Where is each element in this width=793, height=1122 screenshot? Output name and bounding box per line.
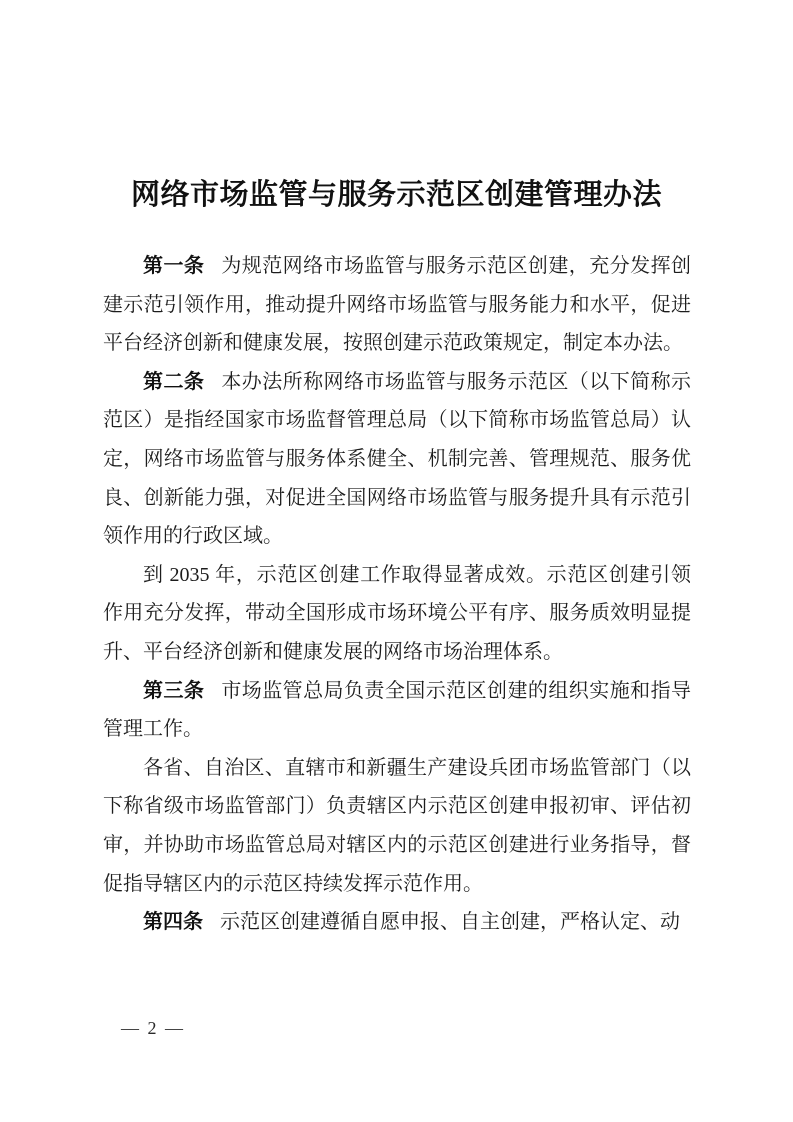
paragraph-text: 示范区创建遵循自愿申报、自主创建，严格认定、动	[220, 911, 680, 934]
paragraph-text: 各省、自治区、直辖市和新疆生产建设兵团市场监管部门（以下称省级市场监管部门）负责辖区内示范区创建申报初审、评估初审，并协助市场监管总局对辖区内的示范区创建进行业务指导，督促指导辖区内的示范区持续发挥示范作用。	[103, 756, 691, 895]
paragraph	[103, 672, 691, 749]
paragraph-text: 本办法所称网络市场监管与服务示范区（以下简称示范区）是指经国家市场监督管理总局（以下简称市场监管总局）认定，网络市场监管与服务体系健全、机制完善、管理规范、服务优良、创新能力强，对促进全国网络市场监管与服务提升具有示范引领作用的行政区域。	[103, 370, 692, 548]
paragraph-text: 市场监管总局负责全国示范区创建的组织实施和指导管理工作。	[103, 679, 692, 741]
paragraph-text: 为规范网络市场监管与服务示范区创建，充分发挥创建示范引领作用，推动提升网络市场监管与服务能力和水平，促进平台经济创新和健康发展，按照创建示范政策规定，制定本办法。	[103, 255, 692, 355]
article-label: 第三条	[143, 679, 205, 702]
document-body	[103, 247, 691, 942]
document-title: 网络市场监管与服务示范区创建管理办法	[130, 179, 662, 211]
paragraph	[103, 247, 691, 363]
paragraph-text: 到 2035 年，示范区创建工作取得显著成效。示范区创建引领作用充分发挥，带动全国形成市场环境公平有序、服务质效明显提升、平台经济创新和健康发展的网络市场治理体系。	[103, 563, 691, 663]
paragraph	[103, 363, 691, 556]
article-label: 第四条	[143, 911, 203, 934]
article-label: 第二条	[143, 370, 205, 393]
paragraph	[103, 556, 691, 672]
article-label: 第一条	[143, 255, 205, 277]
paragraph	[103, 903, 691, 942]
page-number: — 2 —	[121, 1018, 185, 1038]
paragraph	[103, 749, 691, 903]
